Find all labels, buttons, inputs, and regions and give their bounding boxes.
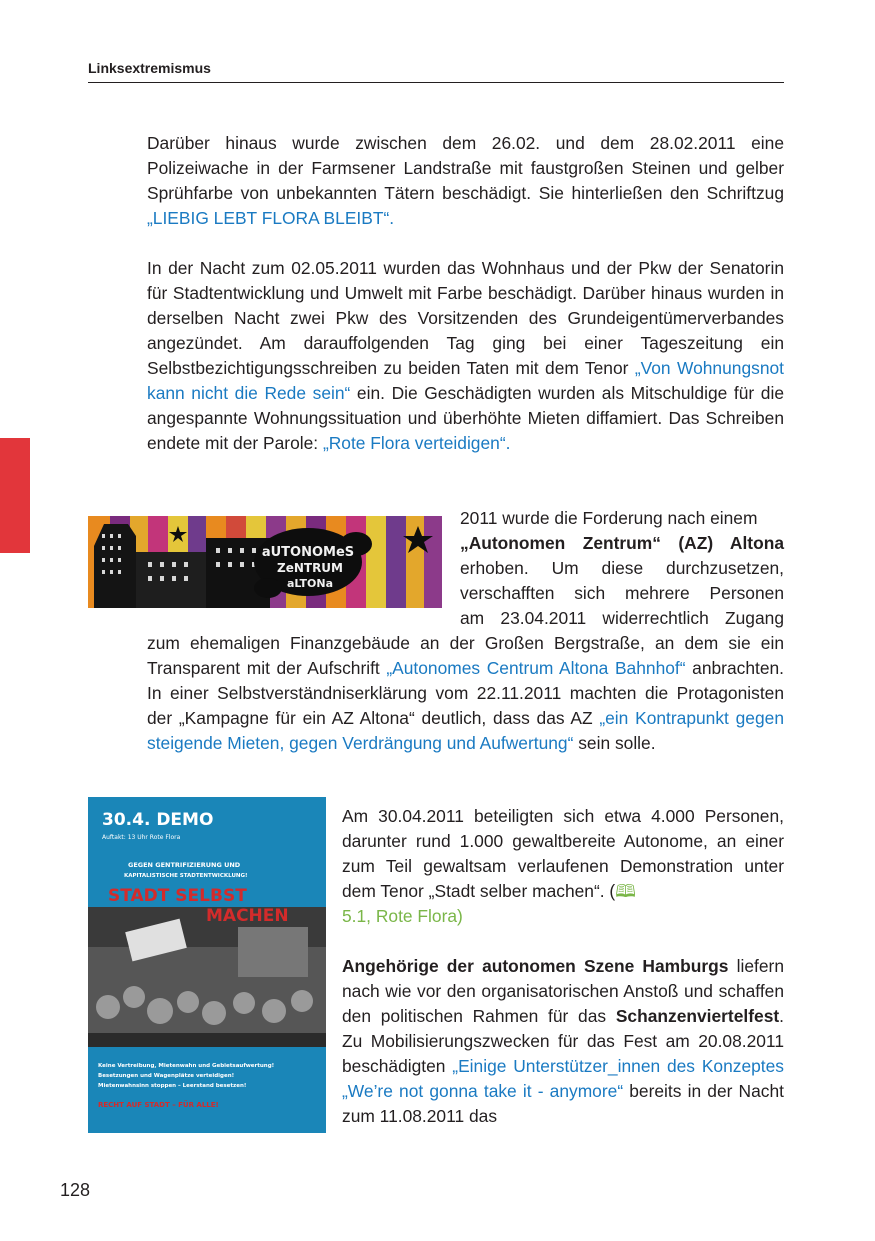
paragraph-5-text-b: . Zu Mobilisierungszwecken für das Fest am 20.08.2011 beschädigten [342, 1006, 784, 1076]
quote-liebig: „LIEBIG LEBT FLORA BLEIBT“. [147, 208, 395, 228]
autonomes-zentrum-banner-image [88, 516, 442, 608]
quote-kontrapunkt: „ein Kontrapunkt gegen steigende Mieten, gegen Verdrängung und Aufwertung“ [147, 708, 784, 753]
banner-graphic [88, 516, 442, 608]
poster-footer-line-1: Keine Vertreibung, Mietenwahn und Gebietsaufwertung! [98, 1063, 275, 1069]
quote-unterstuetzer: „Einige Unterstützer_innen des Konzeptes „We’re not gonna take it - anymore“ [342, 1056, 784, 1101]
poster-footer-line-3: Mietenwahnsinn stoppen – Leerstand besetzen! [98, 1083, 247, 1089]
poster-footer-line-2: Besetzungen und Wagenplätze verteidigen! [98, 1073, 235, 1079]
paragraph-1 [147, 131, 784, 231]
quote-transparent: „Autonomes Centrum Altona Bahnhof“ [386, 658, 686, 678]
paragraph-5-text-c: bereits in der Nacht zum 11.08.2011 das [342, 1081, 784, 1126]
poster-banner-line-2: KAPITALISTISCHE STADTENTWICKLUNG! [124, 873, 248, 879]
schanzenviertelfest-bold: Schanzenviertelfest [615, 1006, 780, 1026]
paragraph-2-text-b: ein. Die Geschädigten wurden als Mitschuldige für die angespannte Wohnungssituation und überhöhte Mieten diffamiert. Das Schreiben endete mit der Parole: [147, 383, 784, 453]
quote-rote-flora: „Rote Flora verteidigen“. [322, 433, 511, 453]
paragraph-2 [147, 256, 784, 456]
banner-text-line-2: ZeNTRUM [277, 561, 343, 575]
paragraph-4 [342, 804, 784, 929]
paragraph-3-text-a: zum ehemaligen Finanzgebäude an der Großen Bergstraße, an dem sie ein Transparent mit der Aufschrift [147, 633, 784, 678]
wrap-line-5: am 23.04.2011 widerrechtlich Zugang [460, 608, 784, 628]
header-title: Linksextremismus [88, 60, 211, 76]
book-icon: 🕮 [615, 881, 636, 901]
paragraph-3-text-b: anbrachten. In einer Selbstverständniserklärung vom 22.11.2011 machten die Protagonisten der „Kampagne für ein AZ Altona“ deutlich, dass das AZ [147, 658, 784, 728]
az-altona-bold: „Autonomen Zentrum“ (AZ) Altona [460, 533, 784, 553]
poster-slogan-line-2: MACHEN [206, 906, 289, 926]
demo-poster-image [88, 797, 326, 1133]
poster-slogan-line-1: STADT SELBST [108, 886, 247, 906]
banner-text-line-1: aUTONOMeS [261, 545, 355, 560]
autonome-szene-bold: Angehörige der autonomen Szene Hamburgs [342, 956, 729, 976]
quote-wohnungsnot: „Von Wohnungsnot kann nicht die Rede sein“ [147, 358, 784, 403]
paragraph-2-text-a: In der Nacht zum 02.05.2011 wurden das Wohnhaus und der Pkw der Senatorin für Stadtentwicklung und Umwelt mit Farbe beschädigt. Darüber hinaus wurden in derselben Nacht zwei Pkw des Vorsitzenden des Grundeigentümerverbandes angezündet. Am darauffolgenden Tag ging bei einer Tageszeitung ein Selbstbezichtigungsschreiben zu beiden Taten mit dem Tenor [147, 258, 784, 378]
section-color-tab [0, 438, 30, 553]
poster-subtitle: Auftakt: 13 Uhr Rote Flora [102, 834, 181, 841]
paragraph-3-full [147, 631, 784, 756]
banner-text-line-3: aLTONa [286, 577, 334, 590]
wrap-line-1: 2011 wurde die Forderung nach einem [460, 508, 758, 528]
paragraph-5 [342, 954, 784, 1129]
wrap-line-3: erhoben. Um diese durchzusetzen, [460, 558, 784, 578]
wrap-line-4: verschafften sich mehrere Personen [460, 583, 784, 603]
poster-graphic [88, 797, 326, 1133]
running-header [88, 60, 784, 83]
paragraph-4-text: Am 30.04.2011 beteiligten sich etwa 4.000 Personen, darunter rund 1.000 gewaltbereite Autonome, an einer zum Teil gewaltsam verlaufenen Demonstration unter dem Tenor „Stadt selber machen“. ( [342, 806, 784, 901]
page-number: 128 [60, 1180, 91, 1200]
wrap-line-2 [460, 531, 784, 556]
paragraph-1-text: Darüber hinaus wurde zwischen dem 26.02. und dem 28.02.2011 eine Polizeiwache in der Farmsener Landstraße mit faustgroßen Steinen und gelber Sprühfarbe von unbekannten Tätern beschädigt. Sie hinterließen den Schriftzug [147, 133, 784, 203]
paragraph-3-text-c: sein solle. [573, 733, 656, 753]
poster-title: 30.4. DEMO [102, 810, 214, 830]
cross-reference-rote-flora: 5.1, Rote Flora) [342, 906, 463, 926]
poster-footer-line-4: RECHT AUF STADT – FÜR ALLE! [98, 1101, 219, 1109]
poster-banner-line-1: GEGEN GENTRIFIZIERUNG UND [128, 861, 241, 869]
paragraph-5-text-a: liefern nach wie vor den organisatorischen Anstoß und schaffen den politischen Rahmen für das [342, 956, 784, 1026]
